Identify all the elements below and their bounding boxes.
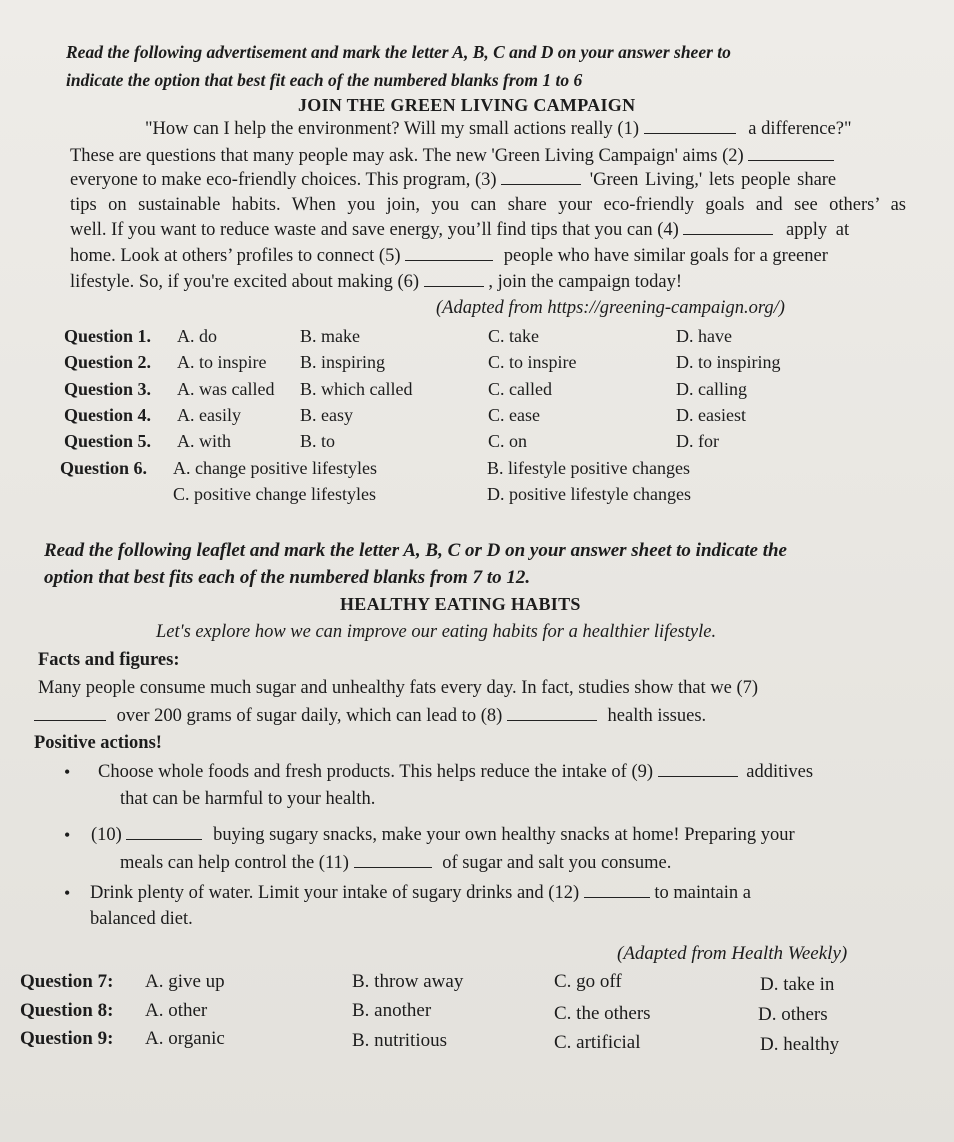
bullet1-line1-end: additives bbox=[746, 762, 814, 782]
bullet3-line1-start: Drink plenty of water. Limit your intake of sugary drinks and (12) bbox=[90, 883, 580, 903]
question-label: Question 5. bbox=[64, 431, 152, 451]
facts-line2 bbox=[34, 706, 706, 727]
blank-4 bbox=[683, 220, 773, 235]
question-row bbox=[64, 379, 151, 400]
blank-9 bbox=[658, 762, 738, 777]
option-b[interactable]: B. throw away bbox=[352, 971, 464, 992]
facts-line2-start: over 200 grams of sugar daily, which can lead to (8) bbox=[116, 706, 503, 726]
passage1-line6-end: people who have similar goals for a greener bbox=[503, 246, 828, 266]
blank-12 bbox=[584, 883, 650, 898]
section2-intro: Let's explore how we can improve our eating habits for a healthier lifestyle. bbox=[156, 622, 717, 642]
passage1-line5-start: well. If you want to reduce waste and save energy, you’ll find tips that you can (4) bbox=[70, 220, 679, 240]
blank-8 bbox=[507, 706, 597, 721]
bullet3-line1 bbox=[90, 883, 751, 904]
blank-10 bbox=[126, 825, 202, 840]
option-b[interactable]: B. inspiring bbox=[300, 352, 386, 372]
section1-instruction-line1: Read the following advertisement and mark the letter A, B, C and D on your answer sheer to bbox=[66, 42, 731, 62]
passage1-line7-end: , join the campaign today! bbox=[488, 272, 683, 292]
blank-11 bbox=[354, 853, 432, 868]
section1-title: JOIN THE GREEN LIVING CAMPAIGN bbox=[298, 95, 636, 115]
question-row bbox=[60, 458, 147, 479]
bullet3-line2: balanced diet. bbox=[90, 909, 193, 929]
passage1-line1-end: a difference?" bbox=[748, 119, 852, 139]
blank-6 bbox=[424, 272, 484, 287]
question-label: Question 1. bbox=[64, 326, 152, 346]
option-d[interactable]: D. healthy bbox=[760, 1034, 840, 1055]
option-d[interactable]: D. have bbox=[676, 326, 732, 346]
option-b[interactable]: B. make bbox=[300, 326, 360, 346]
option-a[interactable]: A. do bbox=[177, 326, 217, 346]
question-label: Question 7: bbox=[20, 971, 114, 992]
bullet3-line1-end: to maintain a bbox=[654, 883, 751, 903]
question-label: Question 6. bbox=[60, 458, 148, 478]
question-label: Question 8: bbox=[20, 1000, 114, 1021]
passage1-line7 bbox=[70, 272, 682, 293]
option-c[interactable]: C. to inspire bbox=[488, 352, 577, 372]
option-a[interactable]: A. other bbox=[145, 1000, 208, 1021]
section2-title: HEALTHY EATING HABITS bbox=[340, 594, 581, 614]
bullet2-line1 bbox=[91, 825, 795, 846]
passage1-line2 bbox=[70, 146, 834, 167]
question-row bbox=[64, 405, 151, 426]
section1-instruction-line2: indicate the option that best fit each of the numbered blanks from 1 to 6 bbox=[66, 70, 583, 90]
blank-3 bbox=[501, 170, 581, 185]
question-row bbox=[64, 352, 151, 373]
option-b[interactable]: B. nutritious bbox=[352, 1030, 448, 1051]
bullet2-line2 bbox=[120, 853, 671, 874]
option-d[interactable]: D. calling bbox=[676, 379, 747, 399]
section1-source: (Adapted from https://greening-campaign.org/) bbox=[436, 298, 785, 318]
bullet-point: • bbox=[64, 762, 71, 782]
passage1-line5-end: apply at bbox=[786, 220, 850, 240]
passage1-line3 bbox=[70, 170, 836, 191]
option-b[interactable]: B. to bbox=[300, 431, 336, 451]
option-a[interactable]: A. give up bbox=[145, 971, 225, 992]
bullet1-line2: that can be harmful to your health. bbox=[120, 789, 376, 809]
facts-heading: Facts and figures: bbox=[38, 650, 180, 670]
question-row bbox=[64, 326, 151, 347]
question-label: Question 2. bbox=[64, 352, 152, 372]
option-d[interactable]: D. positive lifestyle changes bbox=[487, 484, 691, 504]
question-row bbox=[20, 1000, 113, 1022]
bullet2-line2-start: meals can help control the (11) bbox=[120, 853, 349, 873]
question-label: Question 4. bbox=[64, 405, 152, 425]
option-c[interactable]: C. called bbox=[488, 379, 552, 399]
blank-5 bbox=[405, 246, 493, 261]
passage1-line3-end: 'Green Living,' lets people share bbox=[589, 170, 837, 190]
passage1-line3-start: everyone to make eco-friendly choices. This program, (3) bbox=[70, 170, 497, 190]
bullet-point: • bbox=[64, 883, 71, 903]
option-a[interactable]: A. with bbox=[177, 431, 231, 451]
passage1-line1 bbox=[145, 119, 852, 140]
passage1-line4: tips on sustainable habits. When you join, you can share your eco-friendly goals and see others’ as bbox=[70, 195, 906, 215]
option-c[interactable]: C. artificial bbox=[554, 1032, 641, 1053]
option-d[interactable]: D. for bbox=[676, 431, 719, 451]
question-row bbox=[20, 1028, 113, 1050]
option-a[interactable]: A. was called bbox=[177, 379, 275, 399]
passage1-line5 bbox=[70, 220, 849, 241]
option-c[interactable]: C. take bbox=[488, 326, 539, 346]
blank-1 bbox=[644, 119, 736, 134]
facts-line1: Many people consume much sugar and unhealthy fats every day. In fact, studies show that we (7) bbox=[38, 678, 759, 698]
passage1-line6 bbox=[70, 246, 828, 267]
blank-2 bbox=[748, 146, 834, 161]
question-label: Question 3. bbox=[64, 379, 152, 399]
blank-7 bbox=[34, 706, 106, 721]
passage1-line1-start: "How can I help the environment? Will my small actions really (1) bbox=[145, 119, 640, 139]
passage1-line6-start: home. Look at others’ profiles to connect (5) bbox=[70, 246, 401, 266]
question-row bbox=[20, 971, 113, 993]
section2-instruction-line2: option that best fits each of the numbered blanks from 7 to 12. bbox=[44, 567, 531, 588]
actions-heading: Positive actions! bbox=[34, 733, 162, 753]
option-a[interactable]: A. organic bbox=[145, 1028, 225, 1049]
section2-source: (Adapted from Health Weekly) bbox=[617, 943, 848, 964]
option-d[interactable]: D. take in bbox=[760, 974, 835, 995]
option-c[interactable]: C. the others bbox=[554, 1003, 651, 1024]
option-b[interactable]: B. another bbox=[352, 1000, 432, 1021]
option-a[interactable]: A. change positive lifestyles bbox=[173, 458, 377, 478]
option-d[interactable]: D. easiest bbox=[676, 405, 746, 425]
bullet1-line1 bbox=[98, 762, 813, 783]
option-b[interactable]: B. easy bbox=[300, 405, 353, 425]
question-row bbox=[64, 431, 151, 452]
option-c[interactable]: C. go off bbox=[554, 971, 622, 992]
passage1-line7-start: lifestyle. So, if you're excited about making (6) bbox=[70, 272, 420, 292]
bullet2-line1-start: (10) bbox=[91, 825, 122, 845]
option-c[interactable]: C. on bbox=[488, 431, 528, 451]
question-label: Question 9: bbox=[20, 1028, 114, 1049]
bullet-point: • bbox=[64, 825, 71, 845]
option-b[interactable]: B. which called bbox=[300, 379, 413, 399]
bullet2-line2-end: of sugar and salt you consume. bbox=[442, 853, 672, 873]
bullet2-line1-end: buying sugary snacks, make your own healthy snacks at home! Preparing your bbox=[213, 825, 795, 845]
passage1-line2-start: These are questions that many people may ask. The new 'Green Living Campaign' aims (2) bbox=[70, 146, 744, 166]
option-a[interactable]: A. to inspire bbox=[177, 352, 267, 372]
option-d[interactable]: D. others bbox=[758, 1004, 828, 1025]
section2-instruction-line1: Read the following leaflet and mark the letter A, B, C or D on your answer sheet to indicate the bbox=[44, 540, 787, 561]
option-d[interactable]: D. to inspiring bbox=[676, 352, 781, 372]
facts-line2-end: health issues. bbox=[607, 706, 707, 726]
option-a[interactable]: A. easily bbox=[177, 405, 241, 425]
option-c[interactable]: C. positive change lifestyles bbox=[173, 484, 376, 504]
bullet1-line1-start: Choose whole foods and fresh products. This helps reduce the intake of (9) bbox=[98, 762, 654, 782]
option-c[interactable]: C. ease bbox=[488, 405, 540, 425]
option-b[interactable]: B. lifestyle positive changes bbox=[487, 458, 690, 478]
